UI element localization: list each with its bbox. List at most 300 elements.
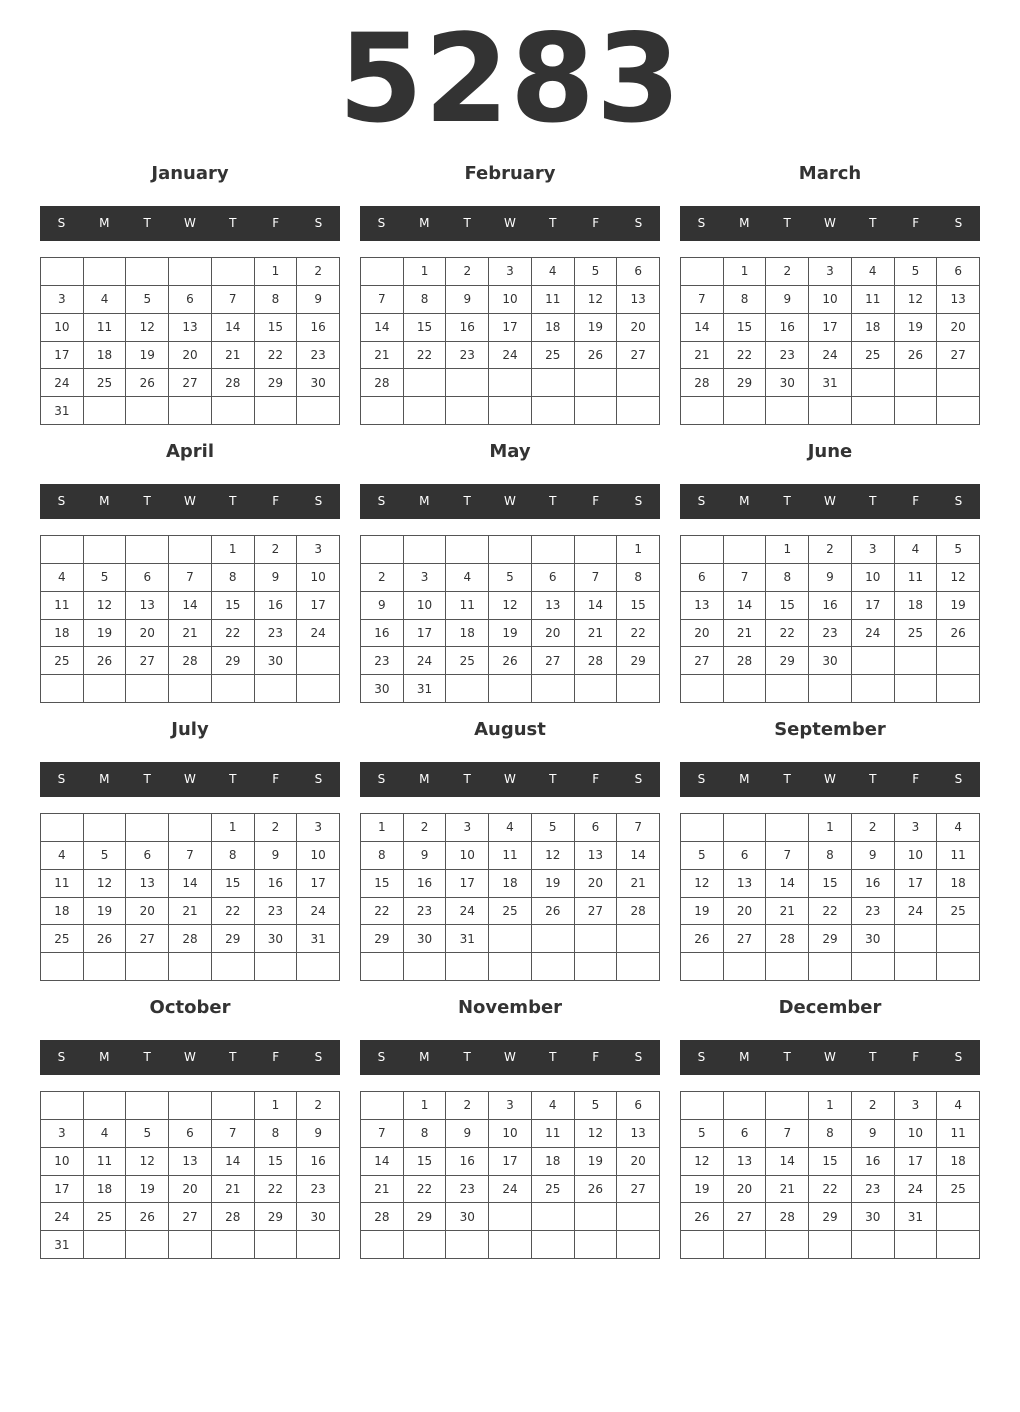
day-cell: 25 [446,647,489,675]
weekday-header [360,762,660,797]
day-cell: 26 [126,1203,169,1231]
day-grid [680,813,980,981]
day-grid [360,257,660,425]
empty-cell [404,369,447,397]
day-cell: 20 [681,620,724,648]
empty-cell [895,1231,938,1259]
day-grid [680,257,980,425]
day-cell: 4 [895,536,938,564]
day-cell: 15 [617,592,660,620]
empty-cell [895,925,938,953]
day-cell: 20 [724,1176,767,1204]
weekday-label: F [272,494,280,508]
empty-cell [575,953,618,981]
day-cell: 8 [212,842,255,870]
weekday-label: F [272,216,280,230]
day-cell: 26 [126,369,169,397]
day-cell: 7 [169,842,212,870]
day-cell: 18 [446,620,489,648]
weekday-label: F [592,494,600,508]
weekday-label: T [463,1050,471,1064]
weekday-label: T [783,494,791,508]
weekday-label: S [377,494,386,508]
weekday-label: T [143,772,151,786]
day-cell: 26 [681,925,724,953]
day-cell: 22 [617,620,660,648]
empty-cell [255,675,298,703]
day-cell: 13 [532,592,575,620]
day-cell: 5 [126,286,169,314]
day-cell: 7 [212,1120,255,1148]
empty-cell [852,953,895,981]
empty-cell [489,675,532,703]
day-cell: 28 [766,925,809,953]
day-cell: 4 [41,564,84,592]
day-cell: 30 [446,1203,489,1231]
day-cell: 23 [852,898,895,926]
empty-cell [212,1092,255,1120]
weekday-label: T [143,1050,151,1064]
weekday-label: W [504,494,516,508]
day-cell: 19 [532,870,575,898]
day-cell: 12 [895,286,938,314]
empty-cell [809,675,852,703]
day-cell: 19 [126,1176,169,1204]
month-may [360,437,660,707]
day-cell: 20 [532,620,575,648]
empty-cell [84,814,127,842]
weekday-label: F [272,1050,280,1064]
empty-cell [681,1092,724,1120]
day-cell: 2 [852,814,895,842]
day-cell: 17 [809,314,852,342]
empty-cell [937,675,980,703]
day-cell: 14 [575,592,618,620]
day-cell: 21 [617,870,660,898]
day-cell: 5 [575,258,618,286]
empty-cell [169,814,212,842]
day-cell: 24 [852,620,895,648]
day-cell: 17 [41,342,84,370]
day-cell: 12 [532,842,575,870]
day-cell: 7 [169,564,212,592]
day-cell: 27 [169,1203,212,1231]
day-cell: 5 [575,1092,618,1120]
weekday-label: S [314,1050,323,1064]
day-cell: 17 [489,1148,532,1176]
day-cell: 24 [895,898,938,926]
day-cell: 19 [575,314,618,342]
empty-cell [41,258,84,286]
day-cell: 5 [489,564,532,592]
day-cell: 12 [84,592,127,620]
weekday-label: W [504,216,516,230]
day-cell: 11 [532,1120,575,1148]
day-cell: 26 [681,1203,724,1231]
day-cell: 23 [255,620,298,648]
day-cell: 30 [852,1203,895,1231]
day-cell: 1 [404,258,447,286]
day-cell: 15 [212,592,255,620]
day-cell: 14 [169,592,212,620]
day-cell: 10 [809,286,852,314]
day-cell: 24 [404,647,447,675]
day-cell: 30 [404,925,447,953]
weekday-label: M [419,772,430,786]
day-cell: 31 [446,925,489,953]
empty-cell [41,675,84,703]
day-cell: 12 [937,564,980,592]
empty-cell [84,953,127,981]
year-title: 5283 [338,8,682,150]
weekday-label: F [912,494,920,508]
weekday-label: S [954,1050,963,1064]
day-grid [360,535,660,703]
day-cell: 12 [575,286,618,314]
empty-cell [937,1231,980,1259]
weekday-label: T [549,1050,557,1064]
day-cell: 25 [532,1176,575,1204]
day-cell: 27 [126,647,169,675]
day-cell: 1 [809,814,852,842]
empty-cell [575,1231,618,1259]
day-cell: 9 [404,842,447,870]
day-cell: 6 [617,258,660,286]
empty-cell [809,953,852,981]
empty-cell [446,675,489,703]
day-cell: 8 [255,1120,298,1148]
weekday-label: F [912,772,920,786]
day-cell: 18 [41,620,84,648]
day-cell: 24 [41,1203,84,1231]
day-cell: 6 [169,1120,212,1148]
weekday-label: S [57,1050,66,1064]
day-cell: 18 [84,342,127,370]
day-cell: 2 [361,564,404,592]
weekday-label: T [463,772,471,786]
weekday-label: F [912,1050,920,1064]
weekday-label: T [229,772,237,786]
day-cell: 18 [852,314,895,342]
day-cell: 11 [84,1148,127,1176]
day-cell: 30 [766,369,809,397]
empty-cell [532,953,575,981]
weekday-label: M [99,216,110,230]
day-cell: 6 [126,564,169,592]
day-cell: 30 [852,925,895,953]
day-cell: 19 [84,898,127,926]
empty-cell [532,1231,575,1259]
day-cell: 2 [404,814,447,842]
day-cell: 7 [766,1120,809,1148]
day-cell: 30 [255,925,298,953]
empty-cell [766,1092,809,1120]
day-cell: 27 [681,647,724,675]
day-cell: 22 [809,898,852,926]
day-cell: 20 [169,342,212,370]
empty-cell [126,953,169,981]
day-cell: 1 [766,536,809,564]
empty-cell [895,953,938,981]
day-cell: 8 [809,1120,852,1148]
day-cell: 13 [126,870,169,898]
day-cell: 5 [84,842,127,870]
day-cell: 1 [212,536,255,564]
empty-cell [84,1092,127,1120]
day-cell: 14 [766,1148,809,1176]
empty-cell [575,536,618,564]
day-cell: 25 [84,1203,127,1231]
day-cell: 19 [489,620,532,648]
day-cell: 25 [84,369,127,397]
day-cell: 23 [446,342,489,370]
day-cell: 2 [766,258,809,286]
day-cell: 27 [617,1176,660,1204]
day-cell: 31 [297,925,340,953]
weekday-header [360,206,660,241]
empty-cell [84,536,127,564]
month-name: August [474,719,546,740]
weekday-label: W [824,216,836,230]
day-cell: 8 [766,564,809,592]
empty-cell [895,397,938,425]
day-cell: 27 [617,342,660,370]
empty-cell [852,397,895,425]
empty-cell [852,1231,895,1259]
empty-cell [297,675,340,703]
day-cell: 9 [255,564,298,592]
day-cell: 17 [297,870,340,898]
day-cell: 19 [84,620,127,648]
empty-cell [809,1231,852,1259]
day-cell: 17 [446,870,489,898]
day-cell: 18 [937,870,980,898]
weekday-header [680,1040,980,1075]
day-cell: 26 [575,1176,618,1204]
day-cell: 25 [937,898,980,926]
month-name: February [464,163,556,184]
day-cell: 19 [681,1176,724,1204]
day-cell: 29 [212,647,255,675]
empty-cell [84,675,127,703]
empty-cell [446,397,489,425]
empty-cell [41,953,84,981]
day-cell: 28 [617,898,660,926]
empty-cell [617,953,660,981]
day-cell: 14 [361,1148,404,1176]
day-cell: 29 [361,925,404,953]
day-cell: 9 [809,564,852,592]
weekday-label: S [697,1050,706,1064]
month-name: December [778,997,882,1018]
day-cell: 11 [489,842,532,870]
weekday-label: F [912,216,920,230]
empty-cell [766,1231,809,1259]
empty-cell [617,369,660,397]
empty-cell [724,1092,767,1120]
day-cell: 7 [766,842,809,870]
empty-cell [575,369,618,397]
day-cell: 16 [852,1148,895,1176]
empty-cell [212,675,255,703]
day-cell: 13 [617,1120,660,1148]
day-cell: 15 [212,870,255,898]
day-cell: 21 [766,898,809,926]
day-cell: 2 [809,536,852,564]
day-cell: 29 [255,1203,298,1231]
empty-cell [361,953,404,981]
day-cell: 15 [809,870,852,898]
day-cell: 25 [489,898,532,926]
day-cell: 29 [255,369,298,397]
empty-cell [724,814,767,842]
empty-cell [489,1203,532,1231]
day-cell: 5 [937,536,980,564]
empty-cell [681,1231,724,1259]
day-cell: 4 [937,1092,980,1120]
day-cell: 22 [724,342,767,370]
empty-cell [532,536,575,564]
empty-cell [617,925,660,953]
day-cell: 27 [126,925,169,953]
empty-cell [532,925,575,953]
day-cell: 27 [575,898,618,926]
empty-cell [126,536,169,564]
empty-cell [361,1231,404,1259]
day-cell: 14 [681,314,724,342]
day-cell: 16 [361,620,404,648]
day-cell: 17 [895,870,938,898]
weekday-label: W [184,772,196,786]
day-cell: 23 [297,1176,340,1204]
day-cell: 27 [724,925,767,953]
day-cell: 10 [41,1148,84,1176]
weekday-label: T [783,772,791,786]
weekday-label: T [143,494,151,508]
empty-cell [169,1231,212,1259]
day-cell: 1 [255,1092,298,1120]
day-cell: 10 [404,592,447,620]
empty-cell [297,647,340,675]
day-cell: 5 [532,814,575,842]
day-cell: 21 [212,1176,255,1204]
day-cell: 27 [532,647,575,675]
day-cell: 18 [937,1148,980,1176]
empty-cell [255,953,298,981]
day-cell: 8 [255,286,298,314]
day-cell: 15 [404,1148,447,1176]
month-name: January [151,163,229,184]
empty-cell [169,536,212,564]
day-cell: 20 [937,314,980,342]
empty-cell [766,814,809,842]
day-cell: 4 [41,842,84,870]
day-cell: 6 [575,814,618,842]
day-cell: 23 [446,1176,489,1204]
day-cell: 28 [724,647,767,675]
weekday-label: T [143,216,151,230]
day-cell: 15 [404,314,447,342]
month-september [680,715,980,985]
day-grid [40,813,340,981]
weekday-label: T [549,772,557,786]
day-cell: 11 [532,286,575,314]
weekday-label: S [314,216,323,230]
empty-cell [489,369,532,397]
weekday-label: M [99,494,110,508]
empty-cell [937,369,980,397]
weekday-label: T [463,216,471,230]
day-cell: 11 [41,870,84,898]
day-cell: 28 [169,925,212,953]
day-cell: 22 [766,620,809,648]
day-cell: 20 [169,1176,212,1204]
day-cell: 26 [84,647,127,675]
empty-cell [724,675,767,703]
day-grid [40,1091,340,1259]
day-cell: 28 [361,369,404,397]
day-cell: 28 [212,369,255,397]
day-cell: 10 [489,286,532,314]
weekday-label: S [954,494,963,508]
day-cell: 8 [809,842,852,870]
day-cell: 11 [937,842,980,870]
month-november [360,993,660,1263]
empty-cell [126,814,169,842]
day-cell: 19 [575,1148,618,1176]
day-cell: 12 [84,870,127,898]
day-cell: 19 [126,342,169,370]
day-cell: 3 [41,1120,84,1148]
day-cell: 3 [41,286,84,314]
month-june [680,437,980,707]
empty-cell [404,1231,447,1259]
weekday-label: W [824,772,836,786]
day-cell: 29 [766,647,809,675]
day-cell: 10 [489,1120,532,1148]
weekday-label: M [739,772,750,786]
day-cell: 14 [169,870,212,898]
weekday-label: T [549,494,557,508]
empty-cell [681,397,724,425]
day-cell: 14 [617,842,660,870]
empty-cell [297,953,340,981]
weekday-label: S [634,216,643,230]
day-cell: 13 [169,1148,212,1176]
day-cell: 3 [297,536,340,564]
day-cell: 21 [169,898,212,926]
day-cell: 23 [809,620,852,648]
day-cell: 9 [852,1120,895,1148]
day-cell: 30 [809,647,852,675]
day-cell: 2 [852,1092,895,1120]
weekday-label: S [377,772,386,786]
day-cell: 12 [681,1148,724,1176]
empty-cell [404,397,447,425]
weekday-header [360,484,660,519]
day-cell: 14 [212,1148,255,1176]
day-cell: 10 [895,1120,938,1148]
empty-cell [361,258,404,286]
weekday-label: S [697,494,706,508]
day-cell: 12 [575,1120,618,1148]
day-cell: 22 [809,1176,852,1204]
month-name: May [489,441,531,462]
day-cell: 1 [809,1092,852,1120]
empty-cell [255,1231,298,1259]
empty-cell [937,953,980,981]
empty-cell [361,536,404,564]
